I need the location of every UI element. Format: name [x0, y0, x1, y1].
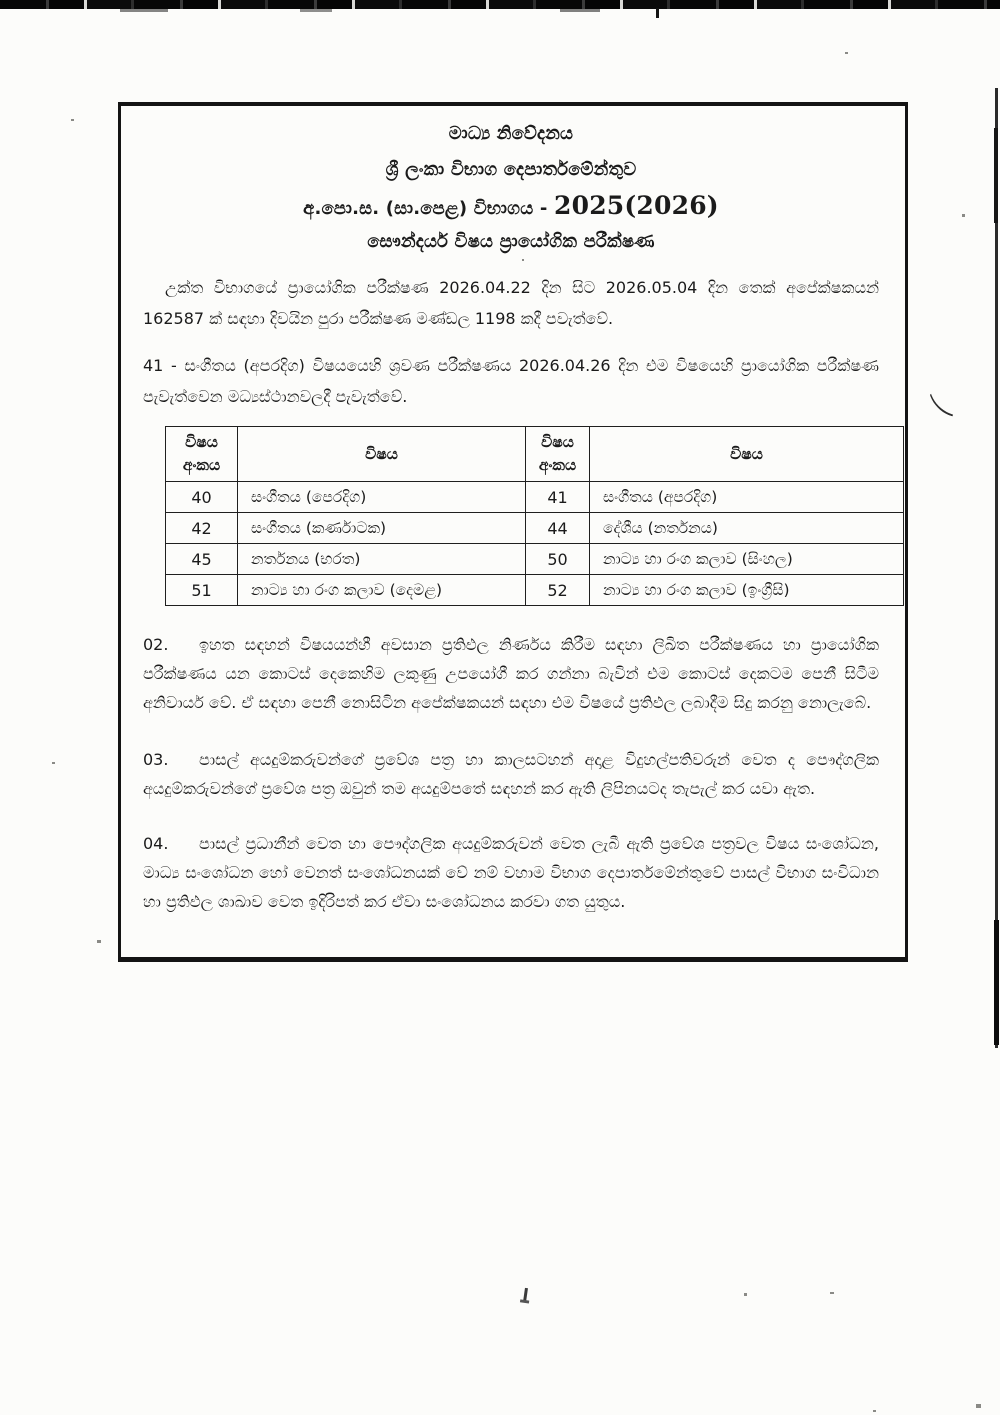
scan-top-edge-bar [0, 0, 1000, 9]
note-text: පාසල් අයදුම්කරුවන්ගේ ප්‍රවේශ පත්‍ර හා කාලසටහන් අදාළ විදුහල්පතිවරුන් වෙත ද පෞද්ගලික අයදුම්කරුවන්ගේ ප්‍රවේශ පත්‍ර ඔවුන් තම අයදුම්පතේ සඳහන් කර ඇති ලිපිනයටද තැපැල් කර යවා ඇත. [143, 750, 879, 798]
exam-title-prefix: අ.පො.ස. (සා.පෙළ) විභාගය - [303, 198, 554, 219]
scan-speck [744, 1293, 747, 1296]
ink-scribble-mark [523, 1288, 528, 1302]
subject-number-cell: 45 [166, 544, 238, 575]
note-number: 02. [143, 635, 169, 654]
scan-speck [962, 214, 965, 217]
music-listening-test-paragraph: 41 - සංගීතය (අපරදිග) විෂයයෙහි ශ්‍රවණ පරීක්ෂණය 2026.04.26 දින එම විෂයෙහි ප්‍රායෝගික පරීක්ෂණ පැවැත්වෙන මධ්‍යස්ථානවලදී පැවැත්වේ. [143, 356, 879, 406]
column-header-subject-right: විෂය [590, 427, 904, 482]
subject-number-cell: 42 [166, 513, 238, 544]
scan-speck [97, 940, 101, 943]
scan-right-edge-line [995, 88, 998, 1048]
subject-number-cell: 41 [526, 482, 590, 513]
scan-right-edge-thick-segment-2 [994, 128, 998, 223]
table-header-row [166, 427, 904, 482]
scan-speck [71, 119, 74, 121]
subject-number-cell: 52 [526, 575, 590, 606]
column-header-subject-number-left: විෂය අංකය [166, 427, 238, 482]
scan-right-edge-thick-segment [994, 920, 999, 1045]
notice-box [118, 102, 908, 962]
subject-name-cell: නාට්‍ය හා රංග කලාව (සිංහල) [590, 544, 904, 575]
subject-number-cell: 44 [526, 513, 590, 544]
subject-number-cell: 50 [526, 544, 590, 575]
subject-name-cell: සංගීතය (කර්ණාටක) [238, 513, 526, 544]
table-row [166, 513, 904, 544]
subject-name-cell: නාට්‍ය හා රංග කලාව (ඉංග්‍රීසි) [590, 575, 904, 606]
note-paragraph-04 [143, 829, 879, 916]
table-row [166, 482, 904, 513]
table-row [166, 544, 904, 575]
scan-speck [873, 1410, 876, 1412]
department-name-heading: ශ්‍රී ලංකා විභාග දෙපාර්තමේන්තුව [385, 159, 637, 180]
scan-speck [830, 1292, 834, 1294]
column-header-subject-left: විෂය [238, 427, 526, 482]
note-text: පාසල් ප්‍රධානීන් වෙත හා පෞද්ගලික අයදුම්කරුවන් වෙත ලැබී ඇති ප්‍රවේශ පත්‍රවල විෂය සංශෝධන, මාධ්‍ය සංශෝධන හෝ වෙනත් සංශෝධනයක් වේ නම් වහාම විභාග දෙපාර්තමේන්තුවේ පාසල් විභාග සංවිධාන හා ප්‍රතිඵල ශාඛාව වෙත ඉදිරිපත් කර ඒවා සංශෝධනය කරවා ගත යුතුය. [143, 834, 879, 911]
notice-type-heading: මාධ්‍ය නිවේදනය [448, 123, 574, 144]
scan-mark-top [656, 8, 659, 18]
scan-speck [845, 52, 848, 54]
notice-subtitle-heading: සෞන්දර්ය විෂය ප්‍රායෝගික පරීක්ෂණ [367, 231, 655, 252]
note-paragraph-03 [143, 745, 879, 803]
subject-number-cell: 40 [166, 482, 238, 513]
handwritten-check-mark [919, 371, 963, 416]
note-number: 03. [143, 750, 169, 769]
note-paragraph-02 [143, 630, 879, 717]
subject-number-cell: 51 [166, 575, 238, 606]
subject-name-cell: දේශීය (නර්තනය) [590, 513, 904, 544]
note-number: 04. [143, 834, 169, 853]
subject-name-cell: නර්තනය (භරත) [238, 544, 526, 575]
scan-speck [976, 1404, 981, 1408]
subjects-table [165, 426, 904, 606]
table-row [166, 575, 904, 606]
note-text: ඉහත සඳහන් විෂයයන්හී අවසාන ප්‍රතිඵල නිර්ණය කිරීම සඳහා ලිඛිත පරීක්ෂණය හා ප්‍රායෝගික පරීක්ෂණය යන කොටස් දෙකෙහිම ලකුණු උපයෝගී කර ගන්නා බැවින් එම කොටස් දෙකටම පෙනී සිටීම අනිවාර්ය වේ. ඒ සඳහා පෙනී නොසිටින අපේක්ෂකයන් සඳහා එම විෂයේ ප්‍රතිඵල ලබාදීම සිදු කරනු නොලැබේ. [143, 635, 879, 712]
subject-name-cell: සංගීතය (පෙරදිග) [238, 482, 526, 513]
scan-top-edge-fragments [0, 9, 1000, 12]
exam-title-heading [143, 188, 879, 224]
notice-title-block [143, 116, 879, 260]
intro-paragraph: උක්ත විභාගයේ ප්‍රායෝගික පරීක්ෂණ 2026.04.22 දින සිට 2026.05.04 දින තෙක් අපේක්ෂකයන් 162587 ක් සඳහා දිවයින පුරා පරීක්ෂණ මණ්ඩල 1198 කදී පවැත්වේ. [143, 278, 879, 328]
subject-name-cell: නාට්‍ය හා රංග කලාව (දෙමළ) [238, 575, 526, 606]
exam-year: 2025(2026) [554, 191, 719, 220]
scan-speck [52, 762, 55, 764]
column-header-subject-number-right: විෂය අංකය [526, 427, 590, 482]
subject-name-cell: සංගීතය (අපරදිග) [590, 482, 904, 513]
